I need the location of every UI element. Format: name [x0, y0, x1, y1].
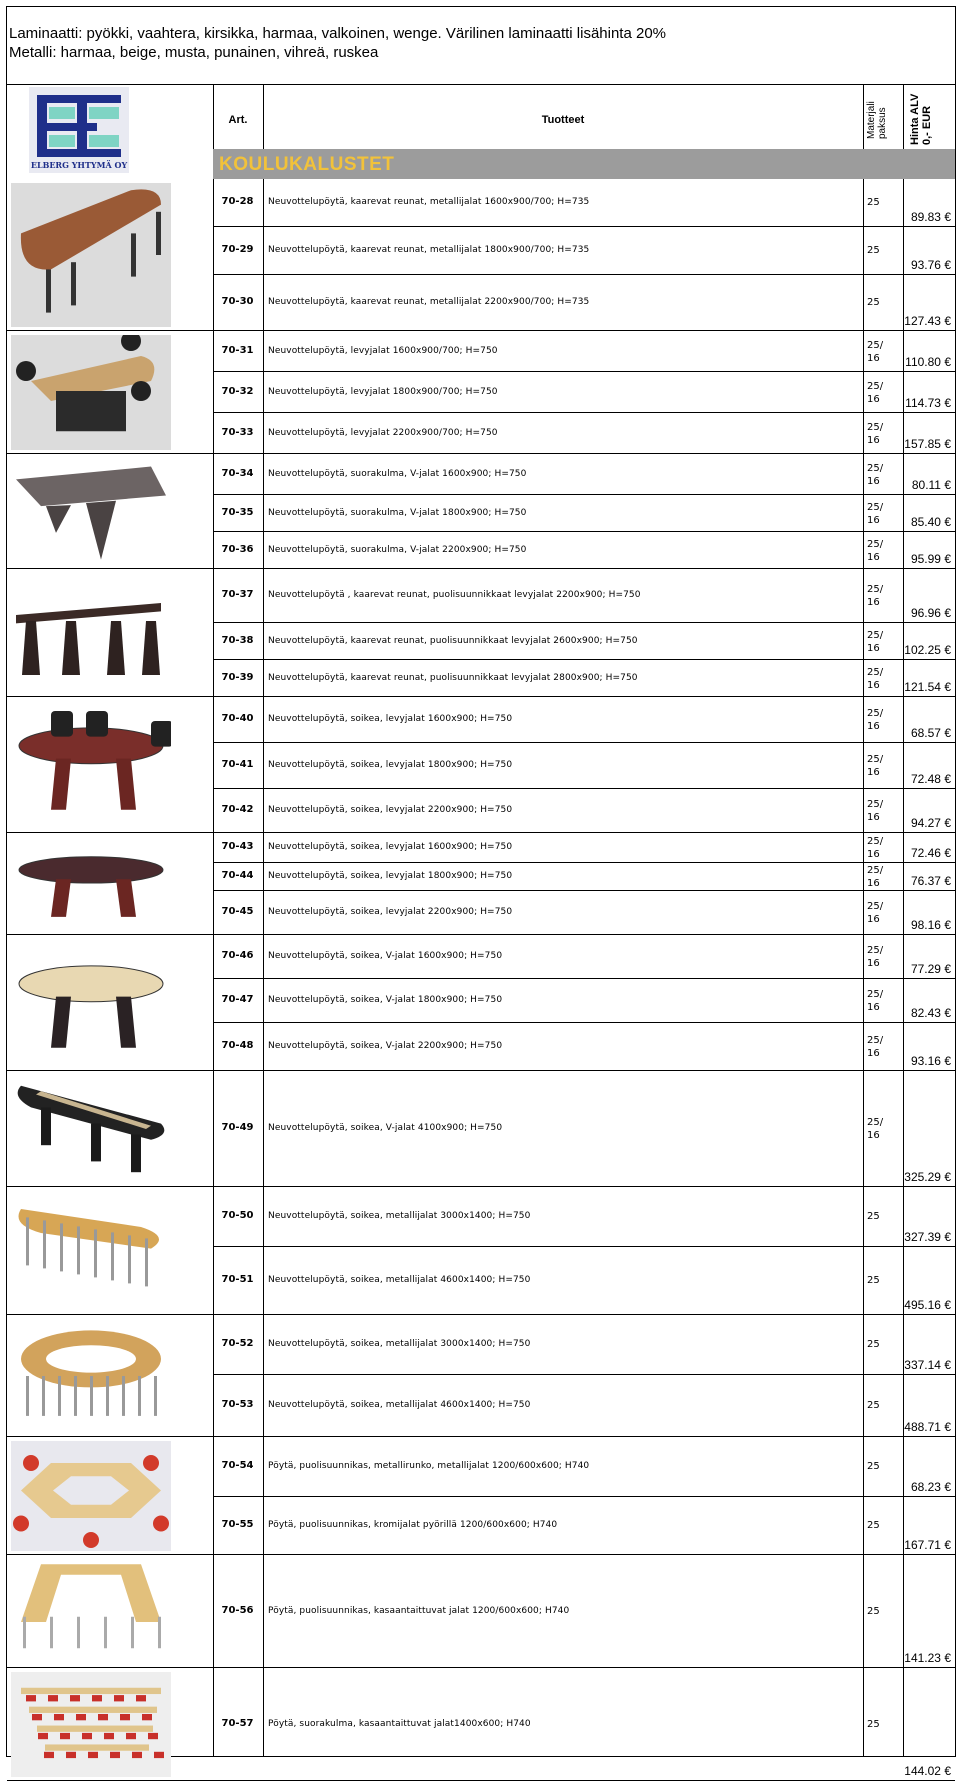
article-number: 70-41: [221, 759, 254, 770]
table-row: [213, 833, 955, 863]
product-description: Pöytä, suorakulma, kasaantaittuvat jalat1400x600; H740: [268, 1719, 531, 1729]
table-row: [213, 569, 955, 623]
product-description: Neuvottelupöytä , kaarevat reunat, puolisuunnikkaat levyjalat 2200x900; H=750: [268, 590, 641, 600]
table-row: [213, 1375, 955, 1437]
table-row: [213, 660, 955, 697]
product-image: [7, 1315, 213, 1437]
product-image: [7, 569, 213, 697]
price: 93.76 €: [910, 258, 951, 272]
product-description: Neuvottelupöytä, levyjalat 1800x900/700; H=750: [268, 387, 498, 397]
table-row: [213, 413, 955, 454]
price: 89.83 €: [910, 210, 951, 224]
company-logo: [29, 87, 129, 173]
table-row: [213, 891, 955, 935]
material-thickness: 25/ 16: [867, 708, 884, 732]
product-description: Neuvottelupöytä, kaarevat reunat, metallijalat 2200x900/700; H=735: [268, 297, 590, 307]
price: 110.80 €: [905, 355, 951, 369]
products-column-header: Tuotteet: [541, 114, 585, 126]
article-number: 70-51: [221, 1274, 254, 1285]
table-row: [213, 1023, 955, 1071]
material-thickness: 25: [867, 1461, 880, 1472]
material-thickness: 25/ 16: [867, 1035, 884, 1059]
material-thickness: 25/ 16: [867, 836, 884, 860]
table-row: [213, 532, 955, 569]
material-thickness: 25: [867, 1339, 880, 1350]
product-description: Neuvottelupöytä, soikea, V-jalat 4100x900; H=750: [268, 1123, 503, 1133]
article-number: 70-40: [221, 713, 254, 724]
product-description: Pöytä, puolisuunnikas, kromijalat pyörillä 1200/600x600; H740: [268, 1520, 558, 1530]
material-thickness: 25: [867, 197, 880, 208]
article-number: 70-55: [221, 1519, 254, 1530]
article-number: 70-46: [221, 950, 254, 961]
price: 93.16 €: [910, 1054, 951, 1068]
product-description: Neuvottelupöytä, soikea, metallijalat 3000x1400; H=750: [268, 1211, 531, 1221]
price: 337.14 €: [904, 1358, 951, 1372]
table-row: [213, 863, 955, 891]
material-info: [7, 7, 955, 85]
table-row: [213, 623, 955, 660]
product-description: Pöytä, puolisuunnikas, metallirunko, metallijalat 1200/600x600; H740: [268, 1461, 590, 1471]
material-thickness: 25/ 16: [867, 754, 884, 778]
price-list-page: [6, 6, 956, 1778]
price: 94.27 €: [910, 816, 951, 830]
table-row: [213, 275, 955, 331]
table-row: [213, 495, 955, 532]
article-number: 70-34: [221, 468, 254, 479]
material-thickness: 25/ 16: [867, 799, 884, 823]
article-number: 70-38: [221, 635, 254, 646]
metal-info: Metalli: harmaa, beige, musta, punainen, vihreä, ruskea: [9, 44, 379, 61]
table-row: [213, 1247, 955, 1315]
material-thickness: 25/ 16: [867, 667, 884, 691]
category-band: [213, 149, 955, 179]
product-image: [7, 331, 213, 454]
material-thickness: 25: [867, 1275, 880, 1286]
material-thickness: 25/ 16: [867, 630, 884, 654]
price: 77.29 €: [910, 962, 951, 976]
material-thickness: 25/ 16: [867, 584, 884, 608]
table-header: [7, 85, 955, 179]
product-description: Neuvottelupöytä, soikea, levyjalat 1600x900; H=750: [268, 842, 513, 852]
table-row: [213, 1555, 955, 1668]
material-thickness: 25: [867, 1719, 880, 1730]
product-description: Neuvottelupöytä, soikea, levyjalat 2200x900; H=750: [268, 907, 513, 917]
price: 96.96 €: [910, 606, 951, 620]
material-thickness: 25/ 16: [867, 502, 884, 526]
table-row: [213, 1497, 955, 1555]
laminate-info: Laminaatti: pyökki, vaahtera, kirsikka, harmaa, valkoinen, wenge. Värilinen laminaatti lisähinta 20%: [9, 25, 667, 42]
table-row: [213, 454, 955, 495]
article-number: 70-48: [221, 1040, 254, 1051]
article-number: 70-44: [221, 870, 254, 881]
article-number: 70-33: [221, 427, 254, 438]
table-row: [213, 697, 955, 743]
price: 95.99 €: [910, 552, 951, 566]
price: 325.29 €: [904, 1170, 951, 1184]
product-description: Neuvottelupöytä, soikea, levyjalat 1800x900; H=750: [268, 871, 513, 881]
art-column-header: Art.: [228, 114, 248, 126]
price: 72.48 €: [910, 772, 951, 786]
material-thickness: 25/ 16: [867, 381, 884, 405]
product-description: Neuvottelupöytä, soikea, V-jalat 1600x900; H=750: [268, 951, 503, 961]
product-description: Neuvottelupöytä, soikea, V-jalat 1800x900; H=750: [268, 995, 503, 1005]
material-thickness: 25/ 16: [867, 865, 884, 889]
price: 85.40 €: [910, 515, 951, 529]
material-column-header: Materjali paksus: [866, 101, 888, 139]
price: 114.73 €: [905, 396, 951, 410]
price: 488.71 €: [904, 1420, 951, 1434]
price: 167.71 €: [904, 1538, 951, 1552]
article-number: 70-57: [221, 1718, 254, 1729]
article-number: 70-45: [221, 906, 254, 917]
price: 127.43 €: [904, 314, 951, 328]
product-description: Neuvottelupöytä, levyjalat 1600x900/700; H=750: [268, 346, 498, 356]
material-thickness: 25/ 16: [867, 1117, 884, 1141]
article-number: 70-52: [221, 1338, 254, 1349]
table-row: [213, 1668, 955, 1781]
article-number: 70-54: [221, 1460, 254, 1471]
price: 102.25 €: [904, 643, 951, 657]
article-number: 70-28: [221, 196, 254, 207]
product-description: Neuvottelupöytä, kaarevat reunat, metallijalat 1800x900/700; H=735: [268, 245, 590, 255]
material-thickness: 25/ 16: [867, 901, 884, 925]
price: 98.16 €: [910, 918, 951, 932]
table-row: [213, 179, 955, 227]
material-thickness: 25/ 16: [867, 340, 884, 364]
material-thickness: 25/ 16: [867, 989, 884, 1013]
material-thickness: 25/ 16: [867, 463, 884, 487]
price: 327.39 €: [904, 1230, 951, 1244]
price: 157.85 €: [904, 437, 951, 451]
article-number: 70-47: [221, 994, 254, 1005]
price: 141.23 €: [904, 1651, 951, 1665]
table-row: [213, 979, 955, 1023]
price: 121.54 €: [904, 680, 951, 694]
product-description: Neuvottelupöytä, levyjalat 2200x900/700; H=750: [268, 428, 498, 438]
price-column-header: Hinta ALV 0,- EUR: [909, 93, 933, 145]
table-row: [213, 372, 955, 413]
price: 76.37 €: [910, 874, 951, 888]
product-description: Neuvottelupöytä, soikea, levyjalat 1600x900; H=750: [268, 714, 513, 724]
product-image: [7, 697, 213, 833]
material-thickness: 25: [867, 297, 880, 308]
table-row: [213, 743, 955, 789]
material-thickness: 25: [867, 245, 880, 256]
product-description: Neuvottelupöytä, soikea, metallijalat 4600x1400; H=750: [268, 1275, 531, 1285]
product-description: Neuvottelupöytä, kaarevat reunat, metallijalat 1600x900/700; H=735: [268, 197, 590, 207]
article-number: 70-35: [221, 507, 254, 518]
logo-text: ELBERG YHTYMÄ OY: [30, 160, 128, 170]
price: 82.43 €: [910, 1006, 951, 1020]
product-description: Neuvottelupöytä, soikea, V-jalat 2200x900; H=750: [268, 1041, 503, 1051]
category-title: KOULUKALUSTET: [219, 154, 395, 175]
material-thickness: 25: [867, 1520, 880, 1531]
product-image: [7, 454, 213, 569]
table-row: [213, 935, 955, 979]
article-number: 70-32: [221, 386, 254, 397]
article-number: 70-43: [221, 841, 254, 852]
product-image: [7, 1437, 213, 1555]
product-description: Neuvottelupöytä, suorakulma, V-jalat 1800x900; H=750: [268, 508, 527, 518]
material-thickness: 25/ 16: [867, 422, 884, 446]
article-number: 70-30: [221, 296, 254, 307]
table-row: [213, 331, 955, 372]
table-row: [213, 227, 955, 275]
price: 80.11 €: [911, 478, 951, 492]
article-number: 70-37: [221, 589, 254, 600]
material-thickness: 25: [867, 1606, 880, 1617]
product-description: Pöytä, puolisuunnikas, kasaantaittuvat jalat 1200/600x600; H740: [268, 1606, 570, 1616]
article-number: 70-50: [221, 1210, 254, 1221]
material-thickness: 25/ 16: [867, 945, 884, 969]
product-image: [7, 1071, 213, 1187]
table-row: [213, 1187, 955, 1247]
product-image: [7, 935, 213, 1071]
product-description: Neuvottelupöytä, soikea, metallijalat 4600x1400; H=750: [268, 1400, 531, 1410]
product-description: Neuvottelupöytä, kaarevat reunat, puolisuunnikkaat levyjalat 2600x900; H=750: [268, 636, 638, 646]
price: 68.23 €: [910, 1480, 951, 1494]
product-description: Neuvottelupöytä, suorakulma, V-jalat 1600x900; H=750: [268, 469, 527, 479]
product-image: [7, 179, 213, 331]
article-number: 70-56: [221, 1605, 254, 1616]
product-description: Neuvottelupöytä, kaarevat reunat, puolisuunnikkaat levyjalat 2800x900; H=750: [268, 673, 638, 683]
article-number: 70-39: [221, 672, 254, 683]
material-thickness: 25/ 16: [867, 539, 884, 563]
article-number: 70-49: [221, 1122, 254, 1133]
product-description: Neuvottelupöytä, suorakulma, V-jalat 2200x900; H=750: [268, 545, 527, 555]
material-thickness: 25: [867, 1400, 880, 1411]
table-row: [213, 1437, 955, 1497]
product-image: [7, 1555, 213, 1668]
article-number: 70-36: [221, 544, 254, 555]
product-description: Neuvottelupöytä, soikea, levyjalat 2200x900; H=750: [268, 805, 513, 815]
article-number: 70-42: [221, 804, 254, 815]
table-row: [213, 789, 955, 833]
table-row: [213, 1315, 955, 1375]
article-number: 70-31: [221, 345, 254, 356]
product-image: [7, 1668, 213, 1781]
material-thickness: 25: [867, 1211, 880, 1222]
article-number: 70-29: [221, 244, 254, 255]
article-number: 70-53: [221, 1399, 254, 1410]
table-row: [213, 1071, 955, 1187]
price: 495.16 €: [904, 1298, 951, 1312]
product-image: [7, 833, 213, 935]
product-image: [7, 1187, 213, 1315]
price: 72.46 €: [910, 846, 951, 860]
price: 68.57 €: [910, 726, 951, 740]
product-description: Neuvottelupöytä, soikea, metallijalat 3000x1400; H=750: [268, 1339, 531, 1349]
price: 144.02 €: [904, 1764, 951, 1778]
product-description: Neuvottelupöytä, soikea, levyjalat 1800x900; H=750: [268, 760, 513, 770]
